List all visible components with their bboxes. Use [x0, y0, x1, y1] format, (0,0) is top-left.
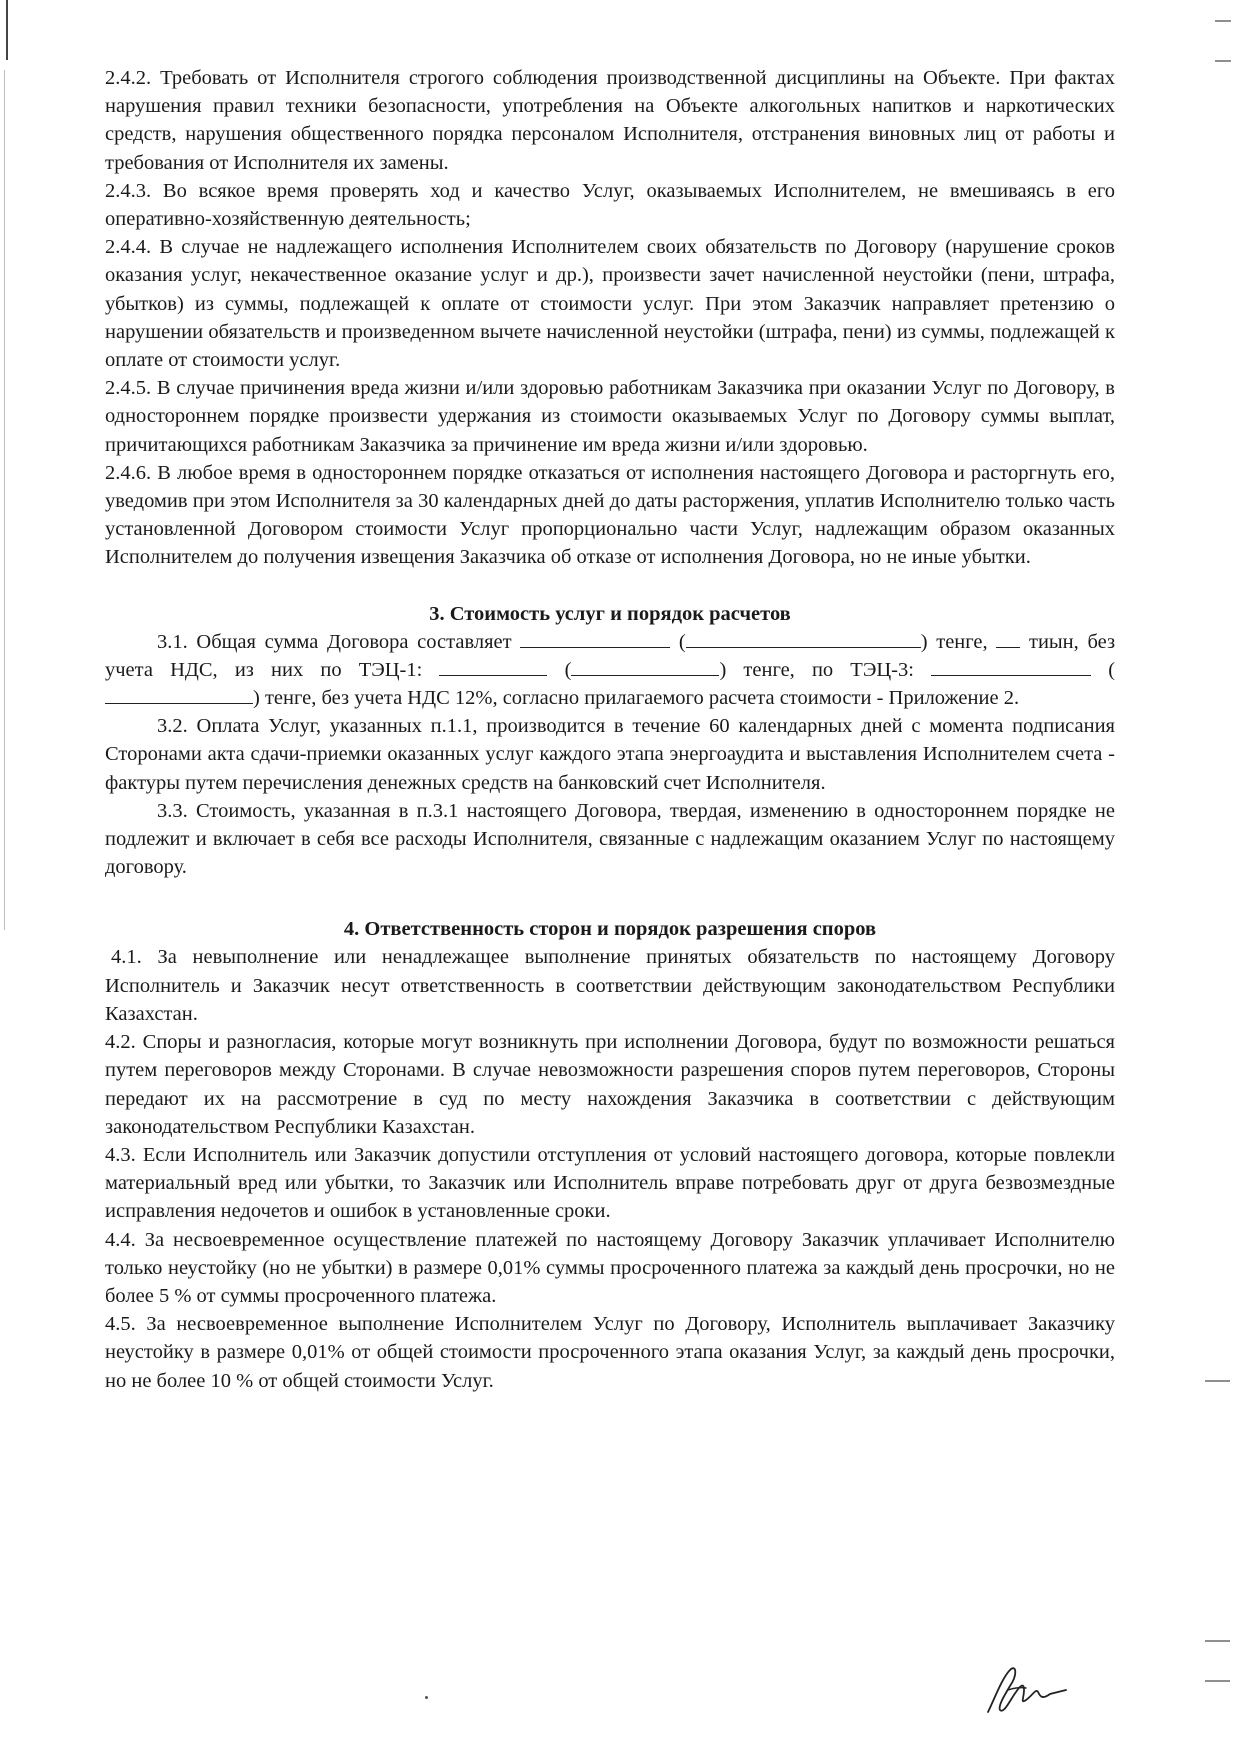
clause-2-4-5: 2.4.5. В случае причинения вреда жизни и/или здоровью работникам Заказчика при оказании Услуг по Договору, в одностороннем порядке произвести удержания из стоимости оказываемых Услуг по Договору суммы выплат, причитающихся работникам Заказчика за причинение им вреда жизни и/или здоровью.	[105, 377, 1115, 456]
clause-3-1-part-a: 3.1. Общая сумма Договора составляет	[157, 630, 512, 653]
clause-3-1-part-c: тиын, без учета НДС, из них по ТЭЦ-1:	[105, 630, 1116, 681]
signature-initials	[980, 1660, 1070, 1720]
scan-edge-right-1	[1215, 20, 1231, 22]
clause-2-4-4: 2.4.4. В случае не надлежащего исполнения Исполнителем своих обязательств по Договору (нарушение сроков оказания услуг, некачественное оказание услуг и др.), произвести зачет начисленной неустойки (пени, штрафа, убытков) из суммы, подлежащей к оплате от стоимости услуг. При этом Заказчик направляет претензию о нарушении обязательств и произведенном вычете начисленной неустойки (штрафа, пени) из суммы, подлежащей к оплате от стоимости услуг.	[105, 236, 1115, 372]
clause-3-1-part-d: тенге, по ТЭЦ-3:	[743, 658, 914, 681]
clause-2-4-2: 2.4.2. Требовать от Исполнителя строгого соблюдения производственной дисциплины на Объекте. При фактах нарушения правил техники безопасности, употребления на Объекте алкогольных напитков и наркотических средств, нарушения общественного порядка персоналом Исполнителя, отстранения виновных лиц от работы и требования от Исполнителя их замены.	[105, 67, 1115, 174]
section-3-title: 3. Стоимость услуг и порядок расчетов	[429, 602, 791, 625]
clause-3-1: 3.1. Общая сумма Договора составляет ( ) тенге, тиын, без учета НДС, из них по ТЭЦ-1: ( ) тенге, по ТЭЦ-3: () тенге, без учета НДС 12%, согласно прилагаемого расчета стоимости - Приложение 2.	[105, 630, 1116, 710]
clause-3-1-part-b: тенге,	[936, 630, 988, 653]
scan-edge-right-5	[1205, 1680, 1230, 1682]
scan-speck	[425, 1696, 428, 1699]
clause-4-2: 4.2. Споры и разногласия, которые могут возникнуть при исполнении Договора, будут по возможности решаться путем переговоров между Сторонами. В случае невозможности разрешения споров путем переговоров, Стороны передают их на рассмотрение в суд по месту нахождения Заказчика в соответствии с действующим законодательством Республики Казахстан.	[105, 1031, 1115, 1138]
tec3-sum-words-blank	[105, 685, 253, 704]
total-sum-blank	[520, 629, 670, 648]
tec1-sum-blank	[439, 657, 547, 676]
clause-4-4: 4.4. За несвоевременное осуществление платежей по настоящему Договору Заказчик уплачивает Исполнителю только неустойку (но не убытки) в размере 0,01% суммы просроченного платежа за каждый день просрочки, но не более 5 % от суммы просроченного платежа.	[105, 1228, 1115, 1307]
total-sum-words-blank	[686, 629, 921, 648]
scan-edge-left	[6, 0, 8, 60]
clause-2-4-3: 2.4.3. Во всякое время проверять ход и качество Услуг, оказываемых Исполнителем, не вмешиваясь в его оперативно-хозяйственную деятельность;	[105, 179, 1115, 231]
clause-2-4-6: 2.4.6. В любое время в одностороннем порядке отказаться от исполнения настоящего Договора и расторгнуть его, уведомив при этом Исполнителя за 30 календарных дней до даты расторжения, уплатив Исполнителю только часть установленной Договором стоимости Услуг пропорционально части Услуг, надлежащим образом оказанных Исполнителем до получения извещения Заказчика об отказе от исполнения Договора, но не иные убытки.	[105, 461, 1115, 569]
document-page	[105, 64, 1115, 1395]
scan-edge-right-2	[1215, 60, 1231, 62]
scan-edge-right-4	[1205, 1640, 1230, 1642]
tec1-sum-words-blank	[571, 657, 719, 676]
scan-edge-right-3	[1205, 1380, 1230, 1382]
clause-3-2: 3.2. Оплата Услуг, указанных п.1.1, производится в течение 60 календарных дней с момента подписания Сторонами акта сдачи-приемки оказанных услуг каждого этапа энергоаудита и выставления Исполнителем счета - фактуры путем перечисления денежных средств на банковский счет Исполнителя.	[105, 715, 1115, 794]
clause-4-1: 4.1. За невыполнение или ненадлежащее выполнение принятых обязательств по настоящему Договору Исполнитель и Заказчик несут ответственность в соответствии действующим законодательством Республики Казахстан.	[105, 946, 1115, 1025]
tec3-sum-blank	[931, 657, 1091, 676]
clause-3-1-part-e: тенге, без учета НДС 12%, согласно прилагаемого расчета стоимости - Приложение 2.	[264, 687, 1020, 710]
scan-edge-left-lower	[4, 70, 5, 930]
tiyn-blank	[996, 629, 1020, 648]
clause-4-3: 4.3. Если Исполнитель или Заказчик допустили отступления от условий настоящего договора, которые повлекли материальный вред или убытки, то Заказчик или Исполнитель вправе потребовать друг от друга безвозмездные исправления недочетов и ошибок в установленные сроки.	[105, 1143, 1115, 1223]
section-4-title: 4. Ответственность сторон и порядок разрешения споров	[343, 918, 877, 941]
clause-3-3: 3.3. Стоимость, указанная в п.3.1 настоящего Договора, твердая, изменению в одностороннем порядке не подлежит и включает в себя все расходы Исполнителя, связанные с надлежащим оказанием Услуг по настоящему договору.	[105, 799, 1115, 879]
clause-4-5: 4.5. За несвоевременное выполнение Исполнителем Услуг по Договору, Исполнитель выплачивает Заказчику неустойку в размере 0,01% от общей стоимости просроченного этапа оказания Услуг, за каждый день просрочки, но не более 10 % от общей стоимости Услуг.	[105, 1313, 1115, 1392]
